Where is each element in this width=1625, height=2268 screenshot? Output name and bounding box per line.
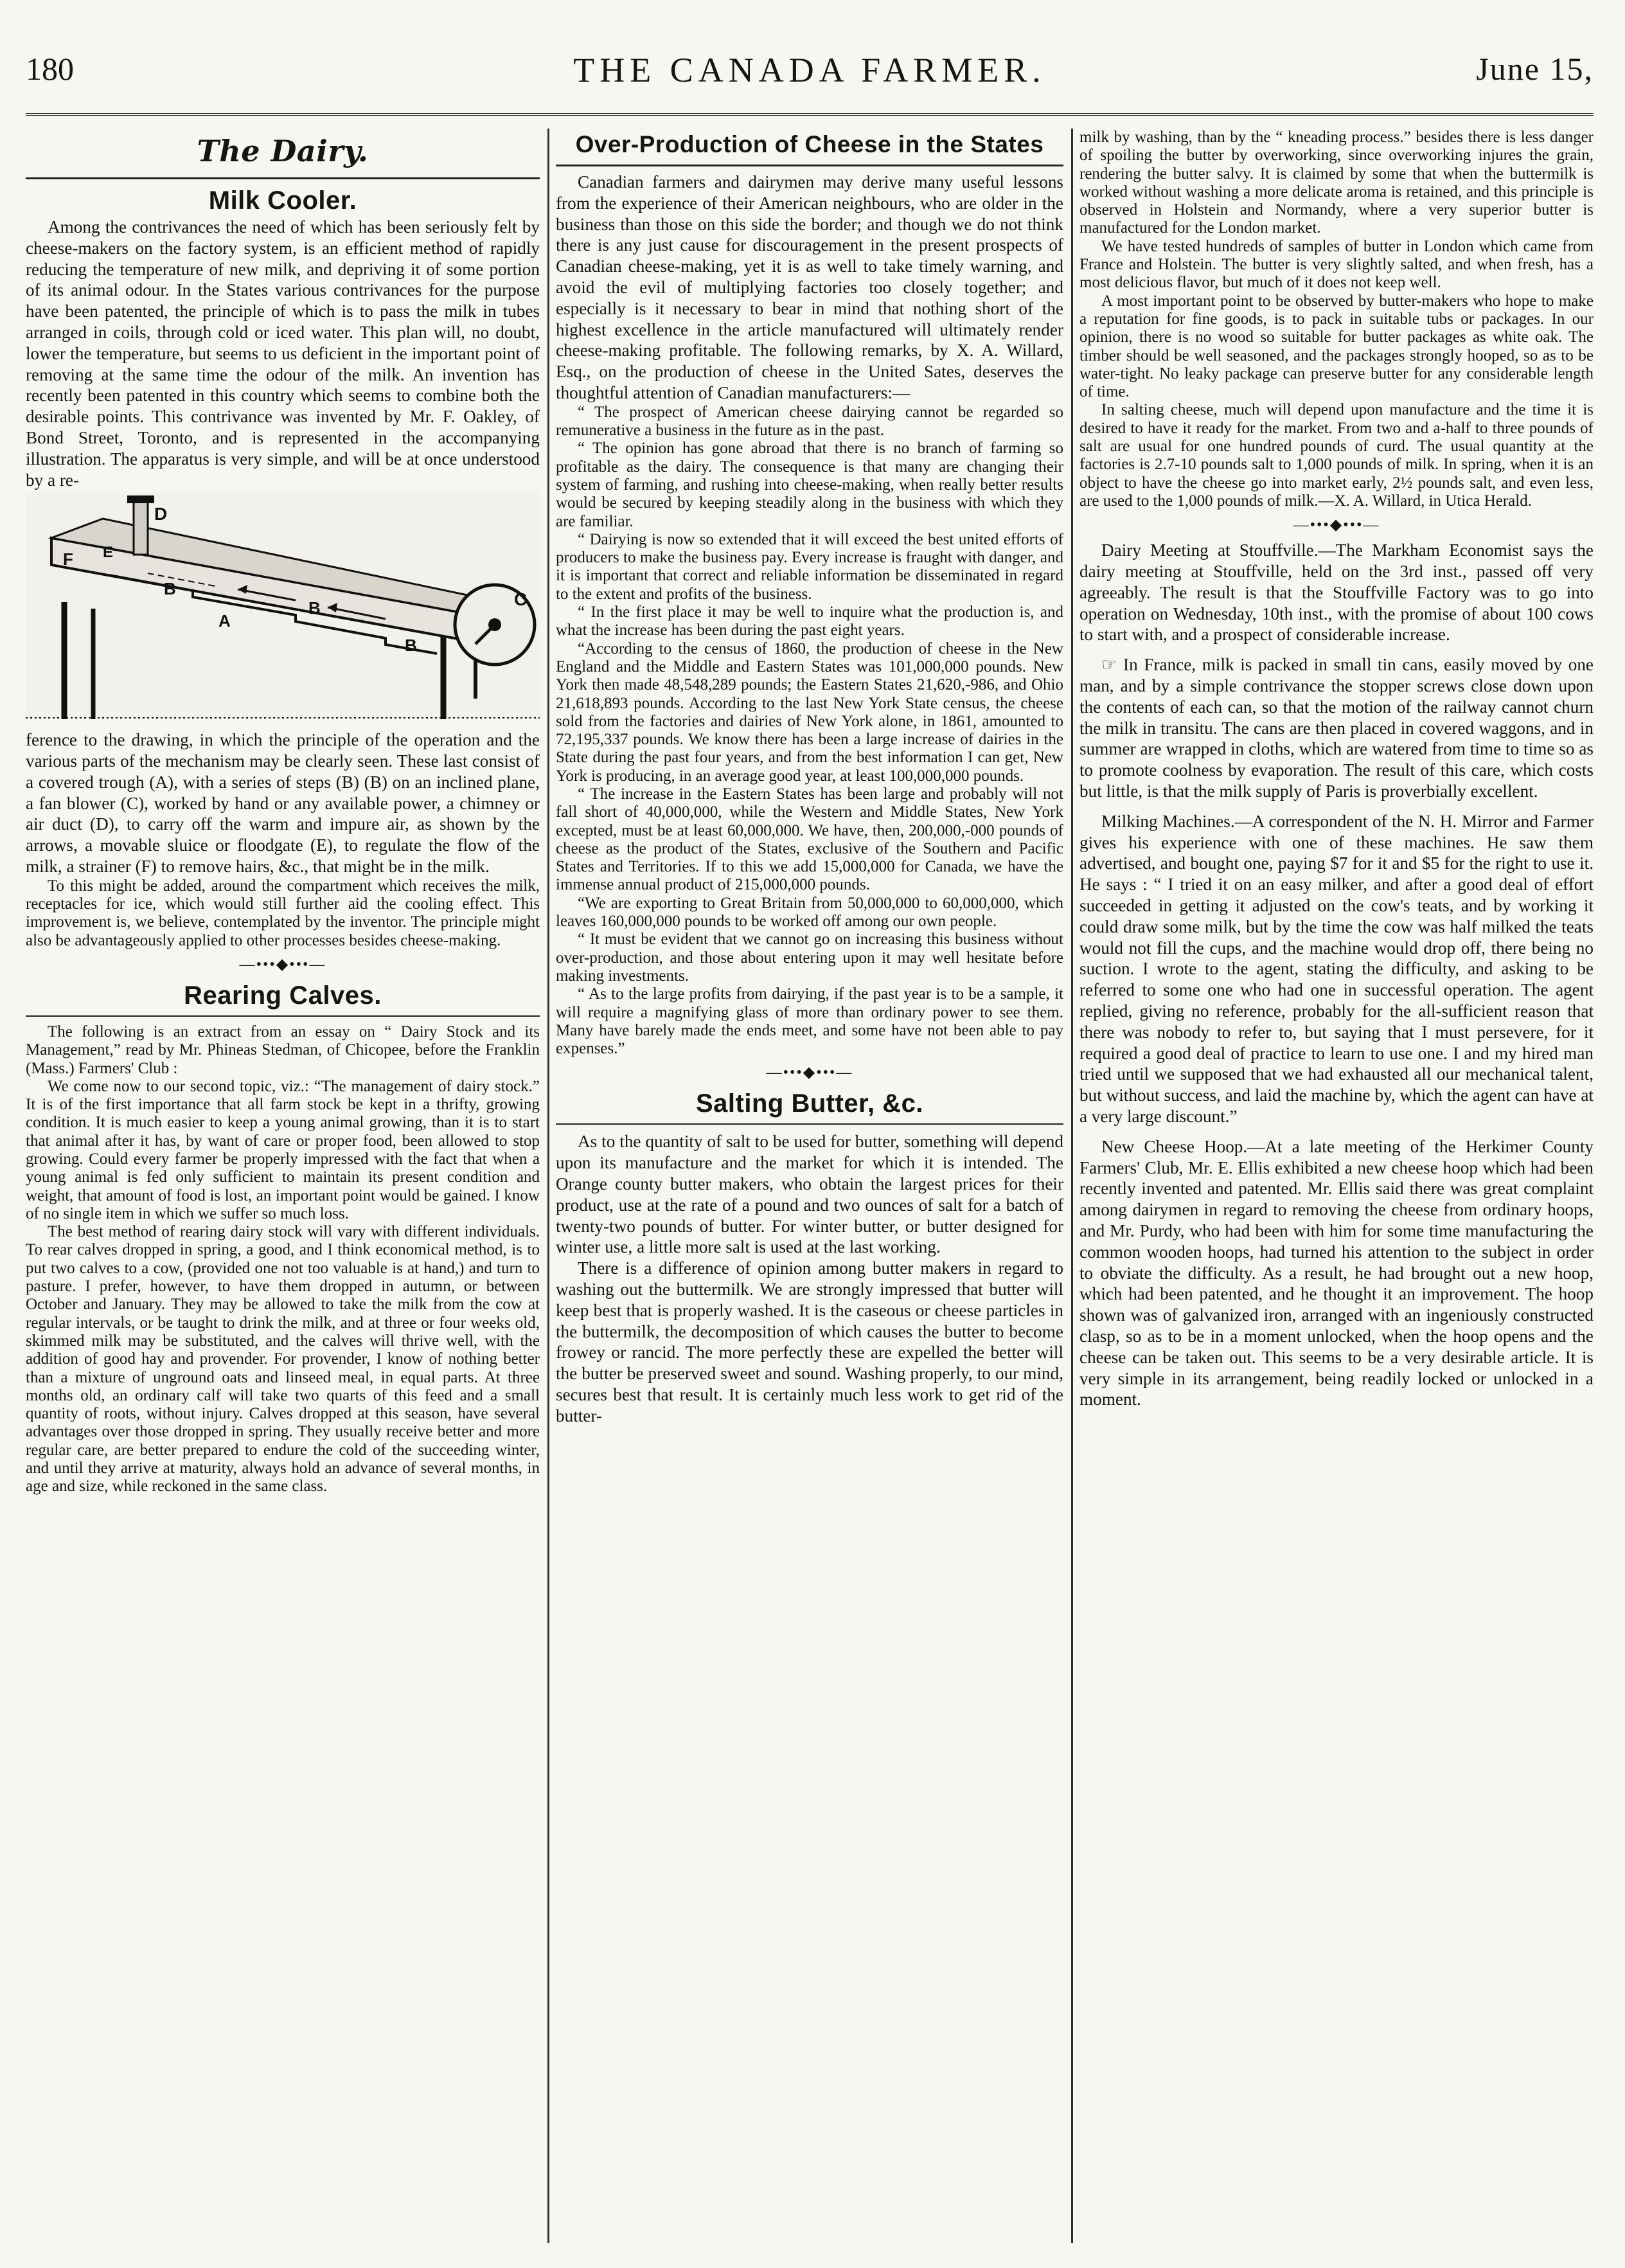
news-item-cheese-hoop: New Cheese Hoop.—At a late meeting of the Herkimer County Farmers' Club, Mr. E. Ellis exhibited a new cheese hoop which had been recently invented and patented. Mr. Ellis said there was great complaint among dairymen in regard to removing the cheese from ordinary hoops, and Mr. Purdy, who had been with him for some time manufacturing the common wooden hoops, had turned his attention to the subject in order to obviate the difficulty. As a result, he had brought out a new hoop, which had been patented, and he thought it an improvement. The hoop shown was of galvanized iron, arranged with an ingeniously constructed clasp, so as to be in a moment unlocked, when the hoop opens and the cheese can be taken out. This seems to be a very desirable article. It is very simple in its arrangement, being readily locked or unlocked in a moment.: [1079, 1136, 1594, 1409]
milk-cooler-illustration: [26, 493, 540, 719]
news-item-milking-machines: Milking Machines.—A correspondent of the N. H. Mirror and Farmer gives his experience with one of these machines. He saw them advertised, and bought one, paying $7 for it and $5 for the right to use it. He says : “ I tried it on an easy milker, and after a good deal of effort succeeded in getting it adjusted on the cow's teats, and by working it could draw some milk, but by the time the cow was half milked the teats would not fill the cups, and the machine would drop off, there being no suction. I wrote to the agent, stating the difficulty, and asking to be referred to some one who had one in successful operation. The agent replied, giving no reference, probably for the all-sufficient reason that there was nobody to refer to, but saying that I must persevere, for it required a good deal of practice to learn to use one. I and my hired man tried until we supposed that we had exhausted all our mechanical talent, but without success, and laid the machine by, which the agent can have at a very large discount.”: [1079, 811, 1594, 1126]
article-paragraph: ference to the drawing, in which the principle of the operation and the various parts of the mechanism may be clearly seen. These last consist of a covered trough (A), with a series of steps (B) (B) on an inclined plane, a fan blower (C), worked by hand or any available power, a chimney or air duct (D), to carry off the warm and impure air, as shown by the arrows, a movable sluice or floodgate (E), to regulate the flow of the milk, a strainer (F) to remove hairs, &c., that might be in the milk.: [26, 730, 540, 876]
section-heading-dairy: The Dairy.: [197, 134, 369, 168]
figure-label: A: [218, 611, 231, 631]
heading-rule: [26, 1015, 540, 1017]
article-paragraph: milk by washing, than by the “ kneading process.” besides there is less danger of spoiling the butter by overworking, since overworking injures the grain, rendering the butter salvy. It is claimed by some that when the buttermilk is worked without washing a more delicate aroma is retained, and this principle is observed in Holstein and Normandy, where a very superior butter is manufactured for the London market.: [1079, 129, 1594, 237]
news-item-france-milk: ☞ In France, milk is packed in small tin cans, easily moved by one man, and by a simple contrivance the stopper screws close down upon the contents of each can, so that the motion of the railway cannot churn the milk in transitu. The cans are then placed in covered waggons, and in summer are wrapped in cloths, which are watered from time to time so as to promote coolness by evaporation. The result of this care, which costs but little, is that the milk supply of Paris is proverbially excellent.: [1079, 655, 1594, 801]
figure-label: D: [154, 504, 168, 524]
article-heading-salting-butter: Salting Butter, &c.: [696, 1089, 923, 1118]
article-paragraph: A most important point to be observed by butter-makers who hope to make a reputation for fine goods, is to pack in suitable tubs or packages. In our opinion, there is no wood so suitable for butter packages as white oak. The timber should be well seasoned, and the packages strongly hooped, so as to be water-tight. No leaky package can preserve butter for any considerable length of time.: [1079, 292, 1594, 401]
column-1: [26, 129, 540, 2243]
article-heading-milk-cooler: Milk Cooler.: [208, 186, 357, 215]
figure-label: F: [63, 549, 73, 569]
article-paragraph: Canadian farmers and dairymen may derive many useful lessons from the experience of their American neighbours, who are older in the business than those on this side the border; and though we do not think there is any just cause for discouragement in the present prospects of Canadian cheese-making, yet it is as well to take timely warning, and avoid the evil of multiplying factories too closely together; and especially is it necessary to bear in mind that nothing short of the highest excellence in the article manufactured will ultimately render cheese-making profitable. The following remarks, by X. A. Willard, Esq., on the production of cheese in the United Sates, deserves the thoughtful attention of Canadian manufacturers:—: [556, 172, 1063, 402]
section-rule: [26, 177, 540, 179]
article-paragraph: The best method of rearing dairy stock will vary with different individuals. To rear calves dropped in spring, a good, and I think economical method, is to put two calves to a cow, (provided one not too valuable is at hand,) and turn to pasture. I prefer, however, to have them dropped in autumn, or between October and January. They may be allowed to take the milk from the cow at regular intervals, or be taught to drink the milk, and at three or four weeks old, skimmed milk may be substituted, and the calves will thrive well, with the addition of good hay and provender. For provender, I know of nothing better than a mixture of unground oats and linseed meal, in equal parts. At three months old, an ordinary calf will take two quarts of this feed and a small quantity of roots, without injury. Calves dropped at this season, have several advantages over those dropped in spring. They usually receive better and more regular care, are better prepared to endure the cold of the succeeding winter, and until they arrive at maturity, always hold an advance of several months, in age and size, while reckoned in the same class.: [26, 1223, 540, 1496]
column-2: [556, 129, 1063, 2243]
article-paragraph: We have tested hundreds of samples of butter in London which came from France and Holstein. The butter is very slightly salted, and when fresh, has a most delicious flavor, but much of it does not keep well.: [1079, 237, 1594, 292]
figure-label: B: [164, 579, 176, 599]
news-item-dairy-meeting: Dairy Meeting at Stouffville.—The Markham Economist says the dairy meeting at Stouffville, held on the 3rd inst., passed off very agreeably. The result is that the Stouffville Factory was to go into operation on Wednesday, 10th inst., with the promise of about 100 cows to start with, and a prospect of considerable increase.: [1079, 540, 1594, 645]
article-paragraph: As to the quantity of salt to be used for butter, something will depend upon its manufacture and the market for which it is intended. The Orange county butter makers, who obtain the largest prices for their product, use at the rate of a pound and two ounces of salt for a batch of twenty-two pounds of butter. For winter butter, or butter designed for winter use, a little more salt is used at the last working.: [556, 1132, 1063, 1257]
column-divider: [547, 129, 549, 2243]
article-heading-rearing-calves: Rearing Calves.: [184, 981, 382, 1010]
article-paragraph: We come now to our second topic, viz.: “The management of dairy stock.” It is of the first importance that all farm stock be kept in a thrifty, growing condition. It is much easier to keep a young animal growing, than it is to start that animal after it has, by want of care or proper food, been allowed to stop growing. Could every farmer be properly impressed with the fact that when a young animal is fed only sufficient to maintain its present condition and weight, that amount of food is lost, an important point would be gained. I know of no single item in which we suffer so much loss.: [26, 1077, 540, 1222]
article-paragraph: To this might be added, around the compartment which receives the milk, receptacles for ice, which would still further aid the cooling effect. This improvement is, we believe, contemplated by the inventor. The principle might also be advantageously applied to other processes besides cheese-making.: [26, 877, 540, 949]
article-paragraph: In salting cheese, much will depend upon manufacture and the time it is desired to have it ready for the market. From two and a-half to three pounds of salt are usual for one hundred pounds of curd. The usual quantity at the factories is 2.7-10 pounds salt to 1,000 pounds of milk. In spring, when it is an object to have the cheese go into market early, 2½ pounds salt, and even less, are used to the 1,000 pounds of milk.—X. A. Willard, in Utica Herald.: [1079, 401, 1594, 510]
page-header: [26, 50, 1594, 102]
newspaper-title: THE CANADA FARMER.: [573, 51, 1046, 89]
column-3: [1079, 129, 1594, 2243]
article-paragraph: There is a difference of opinion among butter makers in regard to washing out the buttermilk. We are strongly impressed that butter will keep best that is properly washed. It is the caseous or cheese particles in the buttermilk, the decomposition of which causes the butter to become frowey or rancid. The more perfectly these are expelled the better will the butter be preserved sweet and sound. Washing properly, to our mind, secures best that result. It is certainly much less work to get rid of the butter-: [556, 1258, 1063, 1425]
quoted-paragraph: “ Dairying is now so extended that it will exceed the best united efforts of producers to make the business pay. Every increase is fraught with danger, and it is important that correct and reliable information be disseminated in regard to the extent and profits of the business.: [556, 530, 1063, 603]
figure-label: C: [514, 589, 528, 610]
quoted-paragraph: “ The increase in the Eastern States has been large and probably will not fall short of 40,000,000, while the Western and Middle States, New York excepted, must be at least 60,000,000. We have, then, 200,000,-000 pounds of cheese as the product of the States, exclusive of the Southern and Pacific States and Territories. If to this we add 15,000,000 for Canada, we have the immense annual product of 215,000,000 pounds.: [556, 785, 1063, 894]
quoted-paragraph: “ In the first place it may be well to inquire what the production is, and what the increase has been during the past eight years.: [556, 603, 1063, 639]
heading-rule: [556, 1123, 1063, 1125]
figure-label: E: [103, 544, 114, 562]
quoted-paragraph: “We are exporting to Great Britain from 50,000,000 to 60,000,000, which leaves 160,000,000 pounds to be worked off among our own people.: [556, 894, 1063, 931]
quoted-paragraph: “According to the census of 1860, the production of cheese in the New England and the Middle and Eastern States was 101,000,000 pounds. New York then made 48,548,289 pounds; the Eastern States 21,620,-986, and Ohio 21,618,893 pounds. According to the last New York State census, the cheese sold from the factories and dairies of New York alone, in 1861, amounted to 72,195,337 pounds. We know there has been a large increase of dairies in the State during the past four years, and from the best information I can get, New York is producing, in an average good year, at least 100,000,000 pounds.: [556, 639, 1063, 785]
article-heading-over-production: Over-Production of Cheese in the States: [575, 131, 1044, 157]
column-divider: [1071, 129, 1073, 2243]
quoted-paragraph: “ It must be evident that we cannot go on increasing this business without over-production, and those about entering upon it may well hesitate before making investments.: [556, 931, 1063, 985]
quoted-paragraph: “ The prospect of American cheese dairying cannot be regarded so remunerative a business in the future as in the past.: [556, 403, 1063, 440]
page-number: 180: [26, 51, 74, 87]
article-paragraph: The following is an extract from an essay on “ Dairy Stock and its Management,” read by Mr. Phineas Stedman, of Chicopee, before the Franklin (Mass.) Farmers' Club :: [26, 1022, 540, 1077]
quoted-paragraph: “ The opinion has gone abroad that there is no branch of farming so profitable as the dairy. The consequence is that many are changing their system of farming, and rushing into cheese-making, when really better results would be secured by keeping steadily along in the business with which they are familiar.: [556, 440, 1063, 530]
quoted-paragraph: “ As to the large profits from dairying, if the past year is to be a sample, it will require a magnifying glass of more than ordinary power to see them. Many have barely made the ends meet, and some have not been able to pay expenses.”: [556, 985, 1063, 1058]
figure-label: B: [308, 598, 321, 618]
ornament-divider: —•••◆•••—: [1293, 517, 1380, 534]
heading-rule: [556, 165, 1063, 166]
ornament-divider: —•••◆•••—: [766, 1064, 853, 1082]
ornament-divider: —•••◆•••—: [239, 956, 326, 973]
figure-label: B: [405, 636, 417, 656]
article-paragraph: Among the contrivances the need of which has been seriously felt by cheese-makers on the factory system, is an efficient method of rapidly reducing the temperature of new milk, and depriving it of some portion of its animal odour. In the States various contrivances for the purpose have been patented, the principle of which is to pass the milk in tubes arranged in coils, through cold or iced water. This plan will, no doubt, lower the temperature, but seems to us deficient in the important point of removing at the same time the odour of the milk. An invention has recently been patented in this country which seems to combine both the desirable points. This contrivance was invented by Mr. F. Oakley, of Bond Street, Toronto, and is represented in the accompanying illustration. The apparatus is very simple, and will be at once understood by a re-: [26, 217, 540, 490]
header-rule: [26, 113, 1594, 116]
issue-date: June 15,: [1476, 51, 1594, 87]
